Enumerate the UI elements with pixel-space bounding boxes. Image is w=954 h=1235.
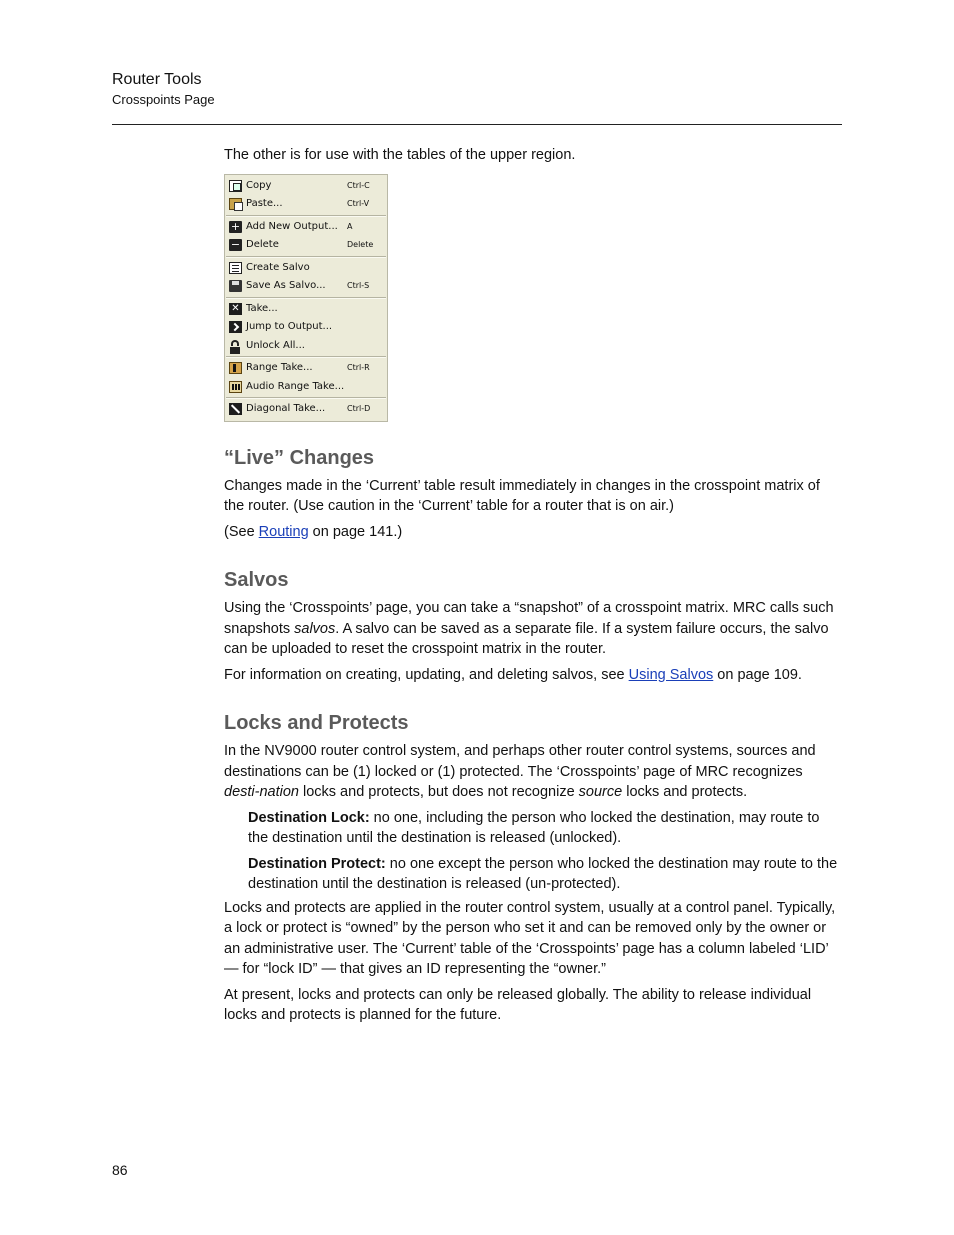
- salvo-icon: [229, 262, 242, 274]
- menu-item-shortcut: Ctrl-D: [347, 404, 371, 413]
- destination-lock-definition: [248, 808, 842, 849]
- heading-salvos: Salvos: [224, 569, 289, 591]
- locks-text: locks and protects.: [622, 784, 748, 800]
- menu-item-label: Save As Salvo...: [246, 280, 326, 291]
- see-suffix: on page 141.): [308, 523, 403, 540]
- intro-paragraph: The other is for use with the tables of the upper region.: [224, 147, 576, 163]
- copy-icon: [229, 180, 242, 192]
- unlock-icon: [231, 340, 239, 346]
- menu-item-label: Unlock All...: [246, 339, 305, 351]
- salvos-text: . A salvo can be saved as a separate file. If a system failure occurs, the salvo can be uploaded to reset the crosspoint matrix in the router.: [224, 620, 829, 657]
- delete-icon: −: [230, 238, 241, 252]
- salvos-text: Using the ‘Crosspoints’ page, you can take a “snapshot” of a crosspoint matrix. MRC calls such snapshots: [224, 600, 834, 637]
- destination-lock-text: no one, including the person who locked the destination, may route to the destination until the destination is released (unlocked).: [248, 809, 820, 846]
- menu-item-create-salvo[interactable]: [225, 259, 387, 278]
- info-prefix: For information on creating, updating, and deleting salvos, see: [224, 666, 629, 683]
- menu-item-label: Create Salvo: [246, 261, 310, 273]
- running-header: [112, 70, 842, 109]
- menu-item-unlock-all[interactable]: [225, 337, 387, 356]
- menu-item-label: Delete: [246, 239, 279, 250]
- menu-item-add-new-output[interactable]: [225, 218, 387, 237]
- menu-item-label: Add New Output...: [246, 220, 338, 232]
- info-suffix: on page 109.: [713, 666, 802, 683]
- diagonal-take-icon: [229, 403, 242, 415]
- routing-link[interactable]: Routing: [258, 523, 309, 540]
- menu-item-take[interactable]: [225, 300, 387, 319]
- menu-item-shortcut: Ctrl-S: [347, 281, 370, 290]
- page-number: 86: [112, 1162, 128, 1178]
- paste-icon: [229, 198, 242, 210]
- header-subtitle: Crosspoints Page: [112, 92, 215, 107]
- menu-item-shortcut: Delete: [347, 240, 374, 249]
- locks-text: locks and protects, but does not recognize: [298, 784, 579, 800]
- destination-protect-definition: [248, 854, 842, 895]
- destination-lock-term: Destination Lock:: [248, 809, 370, 826]
- menu-item-label: Range Take...: [246, 362, 313, 373]
- header-divider: [112, 124, 842, 125]
- locks-release-paragraph: At present, locks and protects can only be released globally. The ability to release individual locks and protects is planned for the future.: [224, 986, 812, 1023]
- using-salvos-link[interactable]: Using Salvos: [628, 666, 714, 683]
- save-icon: [229, 280, 242, 292]
- locks-emphasis: desti-nation: [224, 784, 299, 800]
- destination-protect-term: Destination Protect:: [248, 855, 386, 872]
- heading-locks-and-protects: Locks and Protects: [224, 712, 409, 734]
- menu-item-copy[interactable]: [225, 177, 387, 196]
- page-content: [224, 145, 842, 1026]
- take-icon: ✕: [229, 303, 242, 315]
- locks-text: In the NV9000 router control system, and perhaps other router control systems, sources and destinations can be (1) locked or (1) protected. The ‘Crosspoints’ page of MRC recognizes: [224, 743, 816, 780]
- menu-item-diagonal-take[interactable]: [225, 400, 387, 419]
- context-menu: [224, 174, 388, 422]
- range-take-icon: [229, 362, 242, 374]
- jump-icon: [229, 321, 242, 333]
- see-prefix: (See: [224, 523, 259, 540]
- salvos-emphasis: salvos: [294, 620, 336, 637]
- locks-body: [224, 741, 842, 803]
- audio-range-take-icon: [229, 381, 242, 393]
- menu-item-jump-to-output[interactable]: [225, 318, 387, 337]
- menu-item-label: Jump to Output...: [246, 321, 333, 332]
- menu-item-shortcut: Ctrl-V: [347, 199, 370, 208]
- live-changes-see-also: [224, 522, 842, 543]
- header-title: Router Tools: [112, 71, 202, 88]
- heading-live-changes: “Live” Changes: [224, 446, 375, 469]
- menu-item-paste[interactable]: [225, 195, 387, 214]
- salvos-info: [224, 665, 842, 686]
- menu-item-label: Diagonal Take...: [246, 403, 326, 414]
- live-changes-body: Changes made in the ‘Current’ table result immediately in changes in the crosspoint matrix of the router. (Use caution in the ‘Current’ table for a router that is on air.): [224, 477, 820, 514]
- locks-applied-paragraph: Locks and protects are applied in the router control system, usually at a control panel. Typically, a lock or protect is “owned” by the person who set it and can be removed only by the owner or an administrative user. The ‘Current’ table of the ‘Crosspoints’ page has a column labeled ‘LID’ — for “lock ID” — that gives an ID representing the “owner.”: [224, 899, 836, 977]
- menu-item-label: Paste...: [246, 198, 283, 209]
- menu-item-label: Audio Range Take...: [246, 380, 345, 392]
- menu-item-label: Take...: [246, 302, 278, 314]
- menu-item-shortcut: Ctrl-C: [347, 180, 370, 190]
- locks-emphasis: source: [578, 784, 623, 800]
- destination-protect-text: no one except the person who locked the destination may route to the destination until the destination is released (un-protected).: [248, 855, 838, 892]
- menu-item-save-as-salvo[interactable]: [225, 277, 387, 296]
- salvos-body: [224, 598, 842, 660]
- menu-item-label: Copy: [246, 179, 272, 191]
- add-icon: +: [230, 219, 241, 233]
- menu-item-range-take[interactable]: [225, 359, 387, 378]
- menu-item-shortcut: A: [347, 221, 353, 231]
- menu-item-shortcut: Ctrl-R: [347, 363, 370, 372]
- menu-item-audio-range-take[interactable]: [225, 378, 387, 397]
- menu-item-delete[interactable]: [225, 236, 387, 255]
